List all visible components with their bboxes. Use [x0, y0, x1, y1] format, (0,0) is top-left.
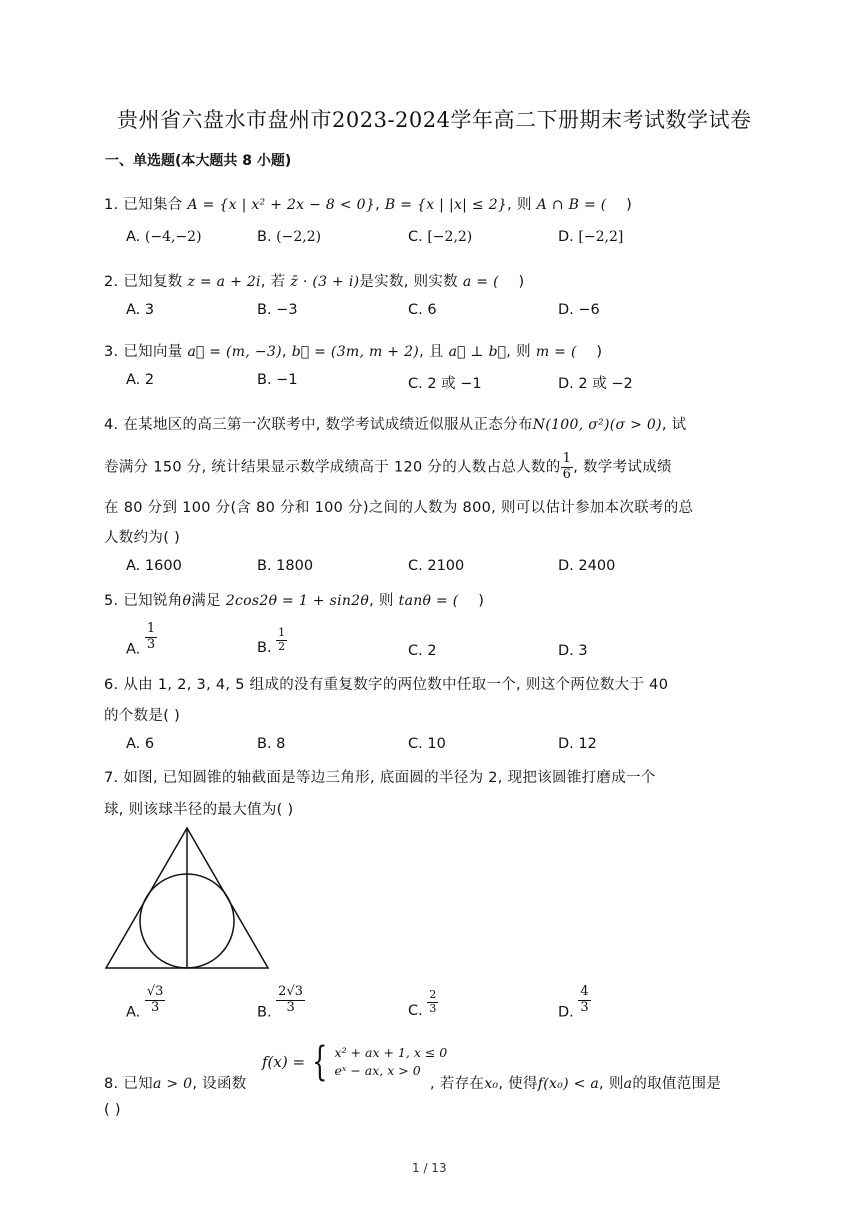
q1-option-d[interactable]	[558, 229, 623, 245]
q8-case-1: x² + ax + 1, x ≤ 0	[334, 1044, 448, 1060]
denominator: 3	[580, 999, 589, 1015]
question-6-line-2: 的个数是( )	[104, 708, 181, 724]
q2-option-d[interactable]	[558, 302, 600, 318]
q2-z: z = a + 2i	[187, 274, 261, 290]
q8-mid: , 设函数	[192, 1076, 247, 1092]
option-label: B.	[257, 302, 272, 318]
option-label: A.	[126, 558, 141, 574]
option-label: C.	[408, 643, 423, 659]
q3-close: )	[596, 344, 603, 360]
option-label: B.	[257, 558, 272, 574]
q7-option-a[interactable]	[126, 985, 165, 1020]
question-8-line-2: ( )	[104, 1102, 121, 1118]
option-label: A.	[126, 229, 141, 245]
q3-option-c[interactable]	[408, 372, 482, 393]
q3-post: , 则	[506, 344, 531, 360]
cone-cross-section-figure	[100, 825, 275, 973]
q8-post2: 的取值范围是	[632, 1076, 722, 1092]
q2-option-a[interactable]	[126, 302, 154, 318]
q4-text: , 数学考试成绩	[573, 459, 672, 476]
q3-m: m = (	[535, 344, 577, 360]
option-label: A.	[126, 302, 141, 318]
q4-option-d[interactable]	[558, 558, 615, 574]
q2-option-c[interactable]	[408, 302, 437, 318]
brace-icon: {	[312, 1039, 328, 1085]
question-1	[104, 193, 632, 214]
option-label: B.	[257, 736, 272, 752]
numerator: 4	[580, 984, 589, 999]
option-label: C.	[408, 558, 423, 574]
q4-option-b[interactable]	[257, 558, 313, 574]
page-number: 1 / 13	[412, 1161, 447, 1175]
option-value: 3	[578, 643, 588, 659]
option-label: A.	[126, 736, 141, 752]
option-value: 12	[578, 736, 597, 752]
q6-option-c[interactable]	[408, 736, 446, 752]
q7-option-c[interactable]	[408, 989, 438, 1019]
q1-option-c[interactable]	[408, 229, 472, 245]
q4-option-a[interactable]	[126, 558, 182, 574]
option-value: 6	[427, 302, 437, 318]
question-3	[104, 340, 602, 361]
q3-option-a[interactable]	[126, 372, 154, 388]
option-value: −6	[578, 302, 600, 318]
q1-prefix: 1. 已知集合	[104, 197, 183, 213]
q4-text: , 试	[661, 417, 687, 433]
q5-equation: 2cos2θ = 1 + sin2θ	[225, 593, 370, 609]
option-label: D.	[558, 229, 574, 245]
option-fraction	[145, 622, 157, 653]
option-label: B.	[257, 640, 272, 657]
option-value: 1800	[276, 558, 314, 574]
option-value: 8	[276, 736, 286, 752]
option-label: C.	[408, 736, 423, 752]
q8-piecewise-function	[262, 1039, 448, 1085]
question-4-line-2	[104, 452, 672, 483]
option-value: 10	[427, 736, 446, 752]
q8-inequality: f(x₀) < a	[537, 1076, 600, 1092]
option-value: −1	[276, 372, 298, 388]
q2-post: 是实数, 则实数	[359, 274, 458, 290]
option-fraction	[145, 985, 166, 1016]
option-value: (−4,−2)	[144, 229, 202, 245]
option-value: [−2,2)	[427, 229, 473, 245]
q1-option-a[interactable]	[126, 229, 202, 245]
q5-option-a[interactable]	[126, 622, 157, 657]
q5-option-d[interactable]	[558, 643, 588, 659]
q1-option-b[interactable]	[257, 229, 321, 245]
question-4-line-4: 人数约为( )	[104, 530, 181, 546]
question-7-line-2: 球, 则该球半径的最大值为( )	[104, 802, 294, 818]
option-value: 2100	[427, 558, 465, 574]
page-title: 贵州省六盘水市盘州市2023-2024学年高二下册期末考试数学试卷	[117, 108, 752, 132]
numerator: √3	[146, 984, 164, 999]
q6-option-a[interactable]	[126, 736, 154, 752]
q5-tan: tanθ = (	[398, 593, 459, 609]
option-label: A.	[126, 641, 141, 658]
option-value: 2	[144, 372, 155, 388]
q1-close: )	[626, 197, 633, 213]
denominator: 2	[278, 639, 286, 653]
q7-option-d[interactable]	[558, 985, 591, 1020]
numerator: 1	[278, 626, 286, 639]
question-5	[104, 589, 484, 610]
denominator: 3	[429, 1001, 437, 1015]
q4-text: 卷满分 150 分, 统计结果显示数学成绩高于 120 分的人数占总人数的	[104, 459, 561, 476]
q8-condition: a > 0	[152, 1076, 193, 1092]
q1-set-b: B = {x | |x| ≤ 2}	[384, 197, 508, 213]
q8-mid2: , 若存在	[430, 1076, 485, 1092]
option-value: 6	[144, 736, 155, 752]
option-value: 2 或 −2	[578, 376, 633, 392]
question-4-line-3: 在 80 分到 100 分(含 80 分和 100 分)之间的人数为 800, 则可以估计参加本次联考的总	[104, 500, 694, 516]
q2-mid: , 若	[260, 274, 286, 290]
question-6-line-1: 6. 从由 1, 2, 3, 4, 5 组成的没有重复数字的两位数中任取一个, 则这个两位数大于 40	[104, 677, 669, 693]
q2-prefix: 2. 已知复数	[104, 274, 183, 290]
q8-mid3: , 使得	[498, 1076, 538, 1092]
option-fraction	[427, 989, 438, 1015]
option-label: D.	[558, 643, 574, 659]
section-heading: 一、单选题(本大题共 8 小题)	[105, 153, 292, 169]
option-fraction	[276, 985, 305, 1016]
option-value: 2400	[578, 558, 616, 574]
q3-prefix: 3. 已知向量	[104, 344, 183, 360]
option-value: −3	[276, 302, 298, 318]
question-4-line-1	[104, 413, 686, 434]
option-value: (−2,2)	[276, 229, 322, 245]
denominator: 3	[286, 999, 295, 1015]
option-fraction	[276, 627, 287, 653]
q2-option-b[interactable]	[257, 302, 298, 318]
q2-a: a = (	[462, 274, 499, 290]
q3-mid: , 且	[419, 344, 444, 360]
q8-fx: f(x) =	[262, 1053, 306, 1071]
q4-text: 4. 在某地区的高三第一次联考中, 数学考试成绩近似服从正态分布	[104, 417, 533, 433]
option-label: A.	[126, 1004, 141, 1021]
q1-expr: A ∩ B = (	[536, 197, 607, 213]
q6-option-d[interactable]	[558, 736, 597, 752]
q5-theta: θ	[182, 593, 192, 609]
q3-vector-a: a⃗ = (m, −3)	[187, 344, 282, 360]
q5-mid: 满足	[191, 593, 221, 609]
numerator: 2	[429, 988, 437, 1001]
q8-x0: x₀	[484, 1076, 499, 1092]
q5-option-c[interactable]	[408, 643, 437, 659]
option-label: B.	[257, 229, 272, 245]
q8-prefix: 8. 已知	[104, 1076, 153, 1092]
option-label: C.	[408, 229, 423, 245]
option-value: 2 或 −1	[427, 376, 482, 392]
q4-option-c[interactable]	[408, 558, 464, 574]
q5-post: , 则	[369, 593, 394, 609]
option-value: [−2,2]	[578, 229, 624, 245]
option-label: C.	[408, 1003, 423, 1020]
q6-option-b[interactable]	[257, 736, 285, 752]
option-label: B.	[257, 1004, 272, 1021]
option-label: C.	[408, 302, 423, 318]
q8-case-2: eˣ − ax, x > 0	[334, 1063, 421, 1078]
option-value: 3	[144, 302, 155, 318]
q3-vector-b: b⃗ = (3m, m + 2)	[291, 344, 420, 360]
q5-close: )	[478, 593, 485, 609]
q5-prefix: 5. 已知锐角	[104, 593, 183, 609]
option-label: D.	[558, 558, 574, 574]
option-value: 1600	[144, 558, 182, 574]
q3-sep: ,	[281, 344, 287, 360]
q7-option-b[interactable]	[257, 985, 305, 1020]
question-7-line-1: 7. 如图, 已知圆锥的轴截面是等边三角形, 底面圆的半径为 2, 现把该圆锥打磨成一个	[104, 770, 656, 786]
option-fraction	[578, 985, 590, 1016]
q5-option-b[interactable]	[257, 627, 287, 656]
option-label: D.	[558, 1004, 574, 1021]
q3-option-b[interactable]	[257, 372, 298, 388]
q8-post: , 则	[599, 1076, 624, 1092]
numerator: 1	[146, 621, 156, 636]
option-label: C.	[408, 376, 423, 392]
q3-perp: a⃗ ⊥ b⃗	[448, 344, 507, 360]
numerator: 2√3	[278, 984, 303, 999]
q1-sep: ,	[375, 197, 380, 213]
q1-post: , 则	[507, 197, 532, 213]
denominator: 3	[151, 999, 160, 1015]
option-value: 2	[427, 643, 437, 659]
denominator: 3	[146, 636, 156, 652]
q8-a: a	[623, 1076, 633, 1092]
option-label: D.	[558, 376, 574, 392]
q4-distribution: N(100, σ²)(σ > 0)	[532, 417, 662, 433]
q1-set-a: A = {x | x² + 2x − 8 < 0}	[187, 197, 376, 213]
option-label: D.	[558, 736, 574, 752]
option-label: B.	[257, 372, 272, 388]
q3-option-d[interactable]	[558, 372, 633, 393]
q2-close: )	[518, 274, 525, 290]
question-2	[104, 270, 524, 291]
option-label: D.	[558, 302, 574, 318]
option-label: A.	[126, 372, 141, 388]
q2-expr: z̄ · (3 + i)	[290, 274, 360, 290]
q4-fraction	[561, 452, 574, 483]
question-8-prefix	[104, 1072, 247, 1093]
denominator: 6	[562, 466, 572, 482]
numerator: 1	[562, 451, 572, 466]
question-8-suffix	[430, 1072, 721, 1093]
